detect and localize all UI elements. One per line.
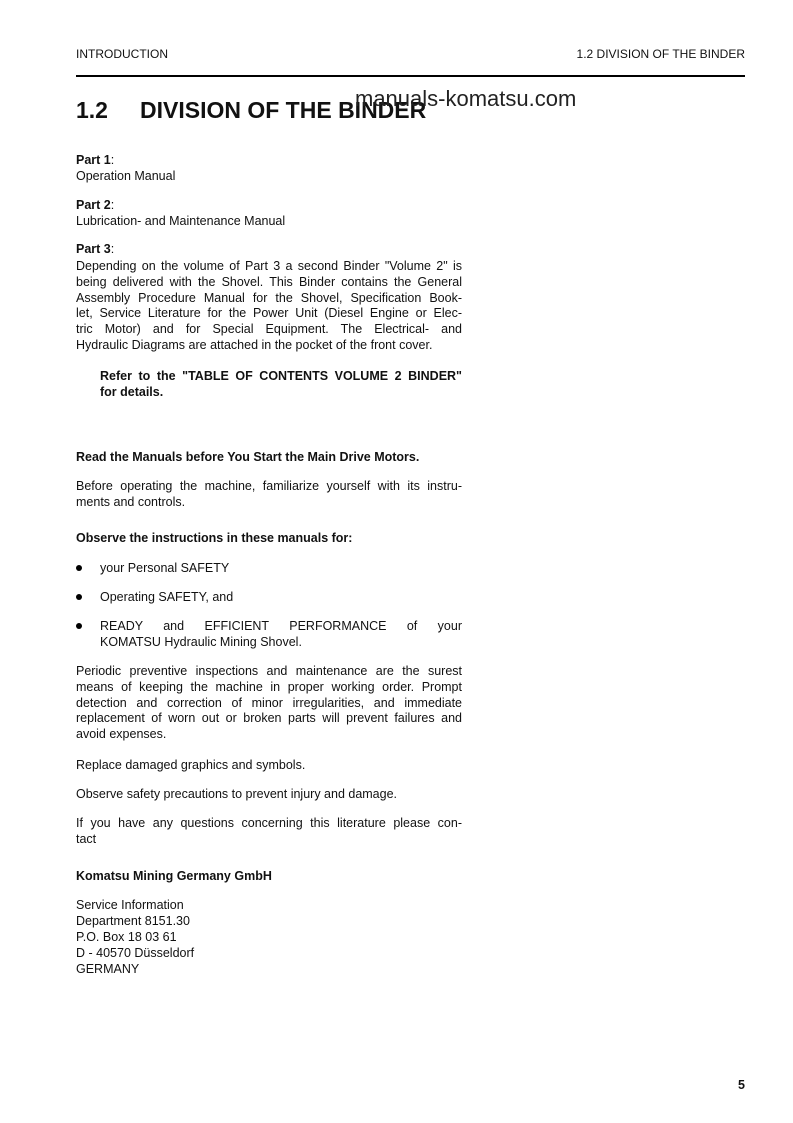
bullet-icon [76, 565, 82, 571]
text-line: replacement of worn out or broken parts will prevent failures and [76, 711, 462, 726]
part2-label: Part 2: [76, 198, 115, 212]
safety-text: Observe safety precautions to prevent injury and damage. [76, 787, 398, 801]
address-line: GERMANY [76, 962, 140, 976]
observe-heading: Observe the instructions in these manuals for: [76, 531, 353, 545]
text-line: Assembly Procedure Manual for the Shovel, Specification Book- [76, 290, 462, 305]
title-number: 1.2 [76, 97, 108, 123]
contact-paragraph [76, 816, 462, 848]
text-line: Refer to the "TABLE OF CONTENTS VOLUME 2 BINDER" [100, 369, 462, 383]
read-manuals-heading: Read the Manuals before You Start the Main Drive Motors. [76, 450, 420, 464]
address-line: Service Information [76, 898, 184, 912]
text-line: Hydraulic Diagrams are attached in the pocket of the front cover. [76, 337, 433, 352]
bullet-item: your Personal SAFETY [76, 560, 462, 576]
bullet-icon [76, 623, 82, 629]
text-line: tric Motor) and for Special Equipment. The Electrical- and [76, 322, 462, 337]
text-line: for details. [100, 384, 164, 399]
text-line: ments and controls. [76, 494, 186, 509]
bullet-icon [76, 594, 82, 600]
address-line: D - 40570 Düsseldorf [76, 946, 195, 960]
text-line: Depending on the volume of Part 3 a second Binder "Volume 2" is [76, 259, 462, 273]
part3-label: Part 3: [76, 242, 115, 256]
part3-paragraph [76, 259, 462, 354]
page-number: 5 [738, 1078, 745, 1092]
text-line: tact [76, 831, 97, 846]
text-line: Periodic preventive inspections and maintenance are the surest [76, 664, 462, 678]
refer-note [100, 369, 462, 401]
address-line: Department 8151.30 [76, 914, 190, 928]
text-line: being delivered with the Shovel. This Binder contains the General [76, 274, 462, 289]
text-line: detection and correction of minor irregularities, and immediate [76, 695, 462, 710]
part2-text: Lubrication- and Maintenance Manual [76, 214, 286, 228]
text-line: If you have any questions concerning this literature please con- [76, 816, 462, 830]
company-name: Komatsu Mining Germany GmbH [76, 869, 272, 883]
text-line: means of keeping the machine in proper working order. Prompt [76, 679, 462, 694]
title-text: DIVISION OF THE BINDER [140, 97, 427, 123]
header-chapter-label: 1.2 DIVISION OF THE BINDER [576, 47, 745, 61]
bullet-item: Operating SAFETY, and [76, 589, 462, 605]
header-divider [76, 75, 745, 77]
address-line: P.O. Box 18 03 61 [76, 930, 177, 944]
part1-label: Part 1: [76, 153, 115, 167]
part1-text: Operation Manual [76, 169, 176, 183]
text-line: let, Service Literature for the Power Unit (Diesel Engine or Elec- [76, 306, 462, 321]
watermark: manuals-komatsu.com [355, 86, 577, 111]
before-operating-paragraph [76, 479, 462, 511]
bullet-item: READY and EFFICIENT PERFORMANCE of your KOMATSU Hydraulic Mining Shovel. [76, 618, 462, 650]
text-line: Before operating the machine, familiarize yourself with its instru- [76, 479, 462, 493]
periodic-paragraph [76, 664, 462, 743]
replace-text: Replace damaged graphics and symbols. [76, 758, 306, 772]
header-section-label: INTRODUCTION [76, 47, 168, 61]
text-line: avoid expenses. [76, 727, 167, 742]
